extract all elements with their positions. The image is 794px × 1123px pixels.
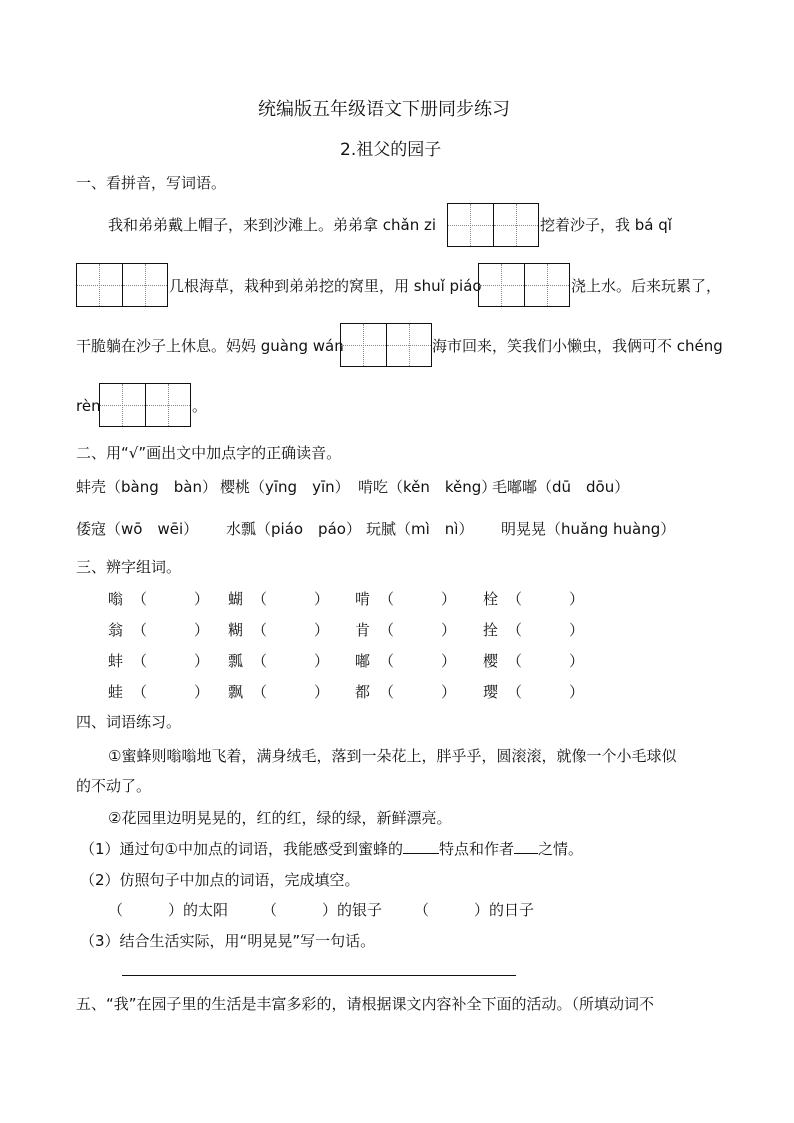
group-char: 飘 bbox=[228, 683, 244, 701]
group-paren-open[interactable]: （ bbox=[132, 652, 148, 670]
group-paren-open[interactable]: （ bbox=[252, 621, 268, 639]
group-char: 璎 bbox=[483, 683, 499, 701]
group-paren-open[interactable]: （ bbox=[132, 590, 148, 608]
pinyin-item: 蚌壳（bàng bàn） bbox=[76, 478, 217, 496]
section1-text: 我和弟弟戴上帽子，来到沙滩上。弟弟拿 chǎn zi bbox=[108, 216, 437, 234]
section4-heading: 四、词语练习。 bbox=[76, 713, 182, 731]
writing-grid-3[interactable] bbox=[478, 263, 570, 307]
group-paren-open[interactable]: （ bbox=[507, 621, 523, 639]
pinyin-item: 啃吃（kěn kěng） bbox=[358, 478, 497, 496]
question-3: （3）结合生活实际，用“明晃晃”写一句话。 bbox=[80, 932, 376, 950]
group-char: 都 bbox=[355, 683, 371, 701]
grid-cell[interactable] bbox=[100, 384, 146, 426]
lesson-title: 2.祖父的园子 bbox=[340, 140, 442, 160]
group-paren-open[interactable]: （ bbox=[132, 683, 148, 701]
pinyin-item: 倭寇（wō wēi） bbox=[76, 520, 199, 538]
grid-cell[interactable] bbox=[479, 264, 525, 306]
section5-heading: 五、“我”在园子里的生活是丰富多彩的，请根据课文内容补全下面的活动。（所填动词不 bbox=[76, 995, 655, 1013]
grid-cell[interactable] bbox=[341, 324, 387, 366]
page-title: 统编版五年级语文下册同步练习 bbox=[258, 99, 510, 120]
group-paren-close[interactable]: ） bbox=[314, 590, 330, 608]
grid-cell[interactable] bbox=[448, 204, 494, 246]
fill-item[interactable]: （ ）的银子 bbox=[262, 901, 383, 919]
group-paren-open[interactable]: （ bbox=[379, 621, 395, 639]
group-paren-open[interactable]: （ bbox=[507, 652, 523, 670]
group-char: 蝴 bbox=[228, 590, 244, 608]
group-paren-open[interactable]: （ bbox=[252, 652, 268, 670]
grid-cell[interactable] bbox=[494, 204, 539, 246]
group-paren-open[interactable]: （ bbox=[379, 590, 395, 608]
group-paren-open[interactable]: （ bbox=[379, 652, 395, 670]
group-char: 肯 bbox=[355, 621, 371, 639]
section1-text: 几根海草，栽种到弟弟挖的窝里，用 shuǐ piáo bbox=[169, 277, 482, 295]
sentence-1-cont: 的不动了。 bbox=[76, 777, 152, 795]
group-char: 糊 bbox=[228, 621, 244, 639]
group-paren-close[interactable]: ） bbox=[441, 621, 457, 639]
group-char: 拴 bbox=[483, 621, 499, 639]
section1-text: 挖着沙子，我 bá qǐ bbox=[540, 216, 672, 234]
question-1-text: （1）通过句①中加点的词语，我能感受到蜜蜂的 bbox=[80, 840, 403, 858]
group-paren-open[interactable]: （ bbox=[252, 590, 268, 608]
section1-text: 。 bbox=[192, 397, 208, 415]
question-1 bbox=[80, 839, 583, 859]
group-char: 嘟 bbox=[355, 652, 371, 670]
fill-item[interactable]: （ ）的日子 bbox=[414, 901, 535, 919]
question-1-text: 特点和作者 bbox=[439, 840, 515, 858]
answer-blank[interactable] bbox=[403, 839, 439, 854]
section1-text: 海市回来，笑我们小懒虫，我俩可不 chéng bbox=[432, 337, 723, 355]
section3-heading: 三、辨字组词。 bbox=[76, 558, 182, 576]
writing-grid-5[interactable] bbox=[99, 383, 191, 427]
group-paren-open[interactable]: （ bbox=[507, 590, 523, 608]
group-paren-open[interactable]: （ bbox=[132, 621, 148, 639]
group-char: 瓢 bbox=[228, 652, 244, 670]
group-char: 樱 bbox=[483, 652, 499, 670]
fill-item[interactable]: （ ）的太阳 bbox=[108, 901, 229, 919]
grid-cell[interactable] bbox=[525, 264, 570, 306]
group-paren-close[interactable]: ） bbox=[569, 621, 585, 639]
group-paren-close[interactable]: ） bbox=[314, 652, 330, 670]
group-char: 蚌 bbox=[108, 652, 124, 670]
group-paren-close[interactable]: ） bbox=[314, 683, 330, 701]
group-paren-open[interactable]: （ bbox=[379, 683, 395, 701]
section1-text: 浇上水。后来玩累了， bbox=[571, 277, 722, 295]
question-1-text: 之情。 bbox=[538, 840, 584, 858]
question-2: （2）仿照句子中加点的词语，完成填空。 bbox=[80, 871, 360, 889]
section1-text: 干脆躺在沙子上休息。妈妈 guàng wán bbox=[76, 337, 344, 355]
group-paren-close[interactable]: ） bbox=[441, 590, 457, 608]
group-char: 蛙 bbox=[108, 683, 124, 701]
grid-cell[interactable] bbox=[387, 324, 432, 366]
group-paren-close[interactable]: ） bbox=[441, 652, 457, 670]
group-char: 嗡 bbox=[108, 590, 124, 608]
sentence-1: ①蜜蜂则嗡嗡地飞着，满身绒毛，落到一朵花上，胖乎乎，圆滚滚，就像一个小毛球似 bbox=[108, 747, 677, 765]
grid-cell[interactable] bbox=[77, 264, 123, 306]
group-paren-close[interactable]: ） bbox=[314, 621, 330, 639]
group-paren-close[interactable]: ） bbox=[569, 683, 585, 701]
group-paren-close[interactable]: ） bbox=[569, 652, 585, 670]
pinyin-item: 毛嘟嘟（dū dōu） bbox=[492, 478, 630, 496]
answer-blank[interactable] bbox=[514, 839, 538, 854]
writing-grid-4[interactable] bbox=[340, 323, 432, 367]
group-paren-close[interactable]: ） bbox=[194, 652, 210, 670]
group-paren-close[interactable]: ） bbox=[194, 621, 210, 639]
writing-grid-1[interactable] bbox=[447, 203, 539, 247]
pinyin-item: 玩腻（mì nì） bbox=[366, 520, 474, 538]
group-char: 翁 bbox=[108, 621, 124, 639]
grid-cell[interactable] bbox=[146, 384, 191, 426]
group-char: 栓 bbox=[483, 590, 499, 608]
writing-grid-2[interactable] bbox=[76, 263, 168, 307]
group-char: 啃 bbox=[355, 590, 371, 608]
section1-heading: 一、看拼音，写词语。 bbox=[76, 174, 227, 192]
section2-heading: 二、用“√”画出文中加点字的正确读音。 bbox=[76, 444, 342, 462]
pinyin-item: 水瓢（piáo páo） bbox=[226, 520, 361, 538]
grid-cell[interactable] bbox=[123, 264, 168, 306]
group-paren-open[interactable]: （ bbox=[252, 683, 268, 701]
answer-line[interactable] bbox=[122, 975, 516, 976]
pinyin-item: 樱桃（yīng yīn） bbox=[220, 478, 350, 496]
pinyin-item: 明晃晃（huǎng huàng） bbox=[501, 520, 676, 538]
group-paren-close[interactable]: ） bbox=[194, 590, 210, 608]
group-paren-close[interactable]: ） bbox=[441, 683, 457, 701]
group-paren-open[interactable]: （ bbox=[507, 683, 523, 701]
sentence-2: ②花园里边明晃晃的，红的红，绿的绿，新鲜漂亮。 bbox=[108, 809, 452, 827]
group-paren-close[interactable]: ） bbox=[194, 683, 210, 701]
group-paren-close[interactable]: ） bbox=[569, 590, 585, 608]
section1-text: rèn bbox=[76, 397, 101, 415]
